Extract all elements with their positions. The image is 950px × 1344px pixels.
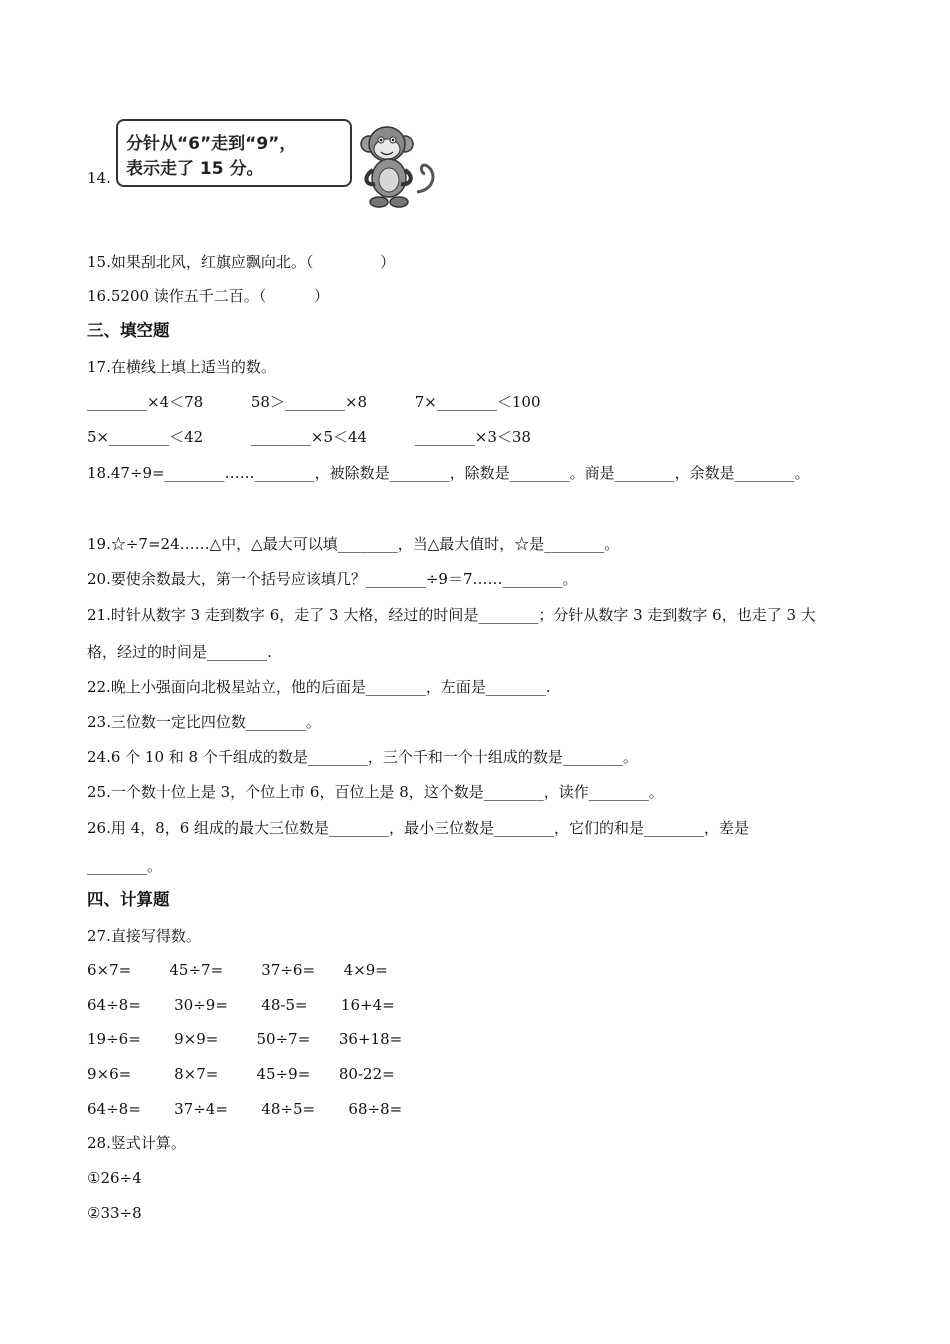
q14-number: 14. bbox=[87, 169, 111, 187]
q27-row: 19÷6= 9×9= 50÷7= 36+18= bbox=[87, 1030, 403, 1048]
q27-row: 6×7= 45÷7= 37÷6= 4×9= bbox=[87, 961, 388, 979]
q23-text: 23.三位数一定比四位数________。 bbox=[87, 713, 321, 731]
q28-item: ②33÷8 bbox=[87, 1204, 142, 1222]
monkey-icon bbox=[355, 122, 440, 210]
q15-text: 15.如果刮北风，红旗应飘向北。（ ） bbox=[87, 253, 396, 271]
q27-title: 27.直接写得数。 bbox=[87, 927, 201, 945]
q27-row: 64÷8= 30÷9= 48-5= 16+4= bbox=[87, 996, 395, 1014]
q21-line-2: 格，经过的时间是________. bbox=[87, 643, 272, 661]
q17-title: 17.在横线上填上适当的数。 bbox=[87, 358, 276, 376]
q28-title: 28.竖式计算。 bbox=[87, 1134, 186, 1152]
q27-row: 64÷8= 37÷4= 48÷5= 68÷8= bbox=[87, 1100, 403, 1118]
q26-line-1: 26.用 4，8，6 组成的最大三位数是________，最小三位数是________，它们的和是________，差是 bbox=[87, 819, 750, 837]
q25-text: 25.一个数十位上是 3，个位上市 6，百位上是 8，这个数是________，读作________。 bbox=[87, 783, 664, 801]
speech-bubble bbox=[116, 119, 352, 187]
q27-row: 9×6= 8×7= 45÷9= 80-22= bbox=[87, 1065, 395, 1083]
q21-line-1: 21.时针从数字 3 走到数字 6，走了 3 大格，经过的时间是________；分针从数字 3 走到数字 6，也走了 3 大 bbox=[87, 606, 816, 624]
q17-row-1: ________×4＜78 58＞________×8 7×________＜100 bbox=[87, 393, 541, 411]
q20-text: 20.要使余数最大，第一个括号应该填几？________÷9＝7……________。 bbox=[87, 570, 578, 588]
section-fill-blanks-heading: 三、填空题 bbox=[87, 321, 170, 340]
q24-text: 24.6 个 10 和 8 个千组成的数是________，三个千和一个十组成的数是________。 bbox=[87, 748, 638, 766]
q16-text: 16.5200 读作五千二百。（ ） bbox=[87, 287, 329, 305]
bubble-line-1: 分针从“6”走到“9”， bbox=[126, 134, 297, 154]
section-calculation-heading: 四、计算题 bbox=[87, 890, 170, 909]
q28-item: ①26÷4 bbox=[87, 1169, 142, 1187]
q19-text: 19.☆÷7=24……△中，△最大可以填________，当△最大值时，☆是________。 bbox=[87, 535, 620, 553]
q18-text: 18.47÷9=________……________，被除数是________，除数是________。商是________，余数是________。 bbox=[87, 464, 810, 482]
q22-text: 22.晚上小强面向北极星站立，他的后面是________，左面是________. bbox=[87, 678, 551, 696]
bubble-line-2: 表示走了 15 分。 bbox=[126, 159, 264, 179]
q26-line-2: ________。 bbox=[87, 857, 163, 875]
q17-row-2: 5×________＜42 ________×5＜44 ________×3＜38 bbox=[87, 428, 531, 446]
